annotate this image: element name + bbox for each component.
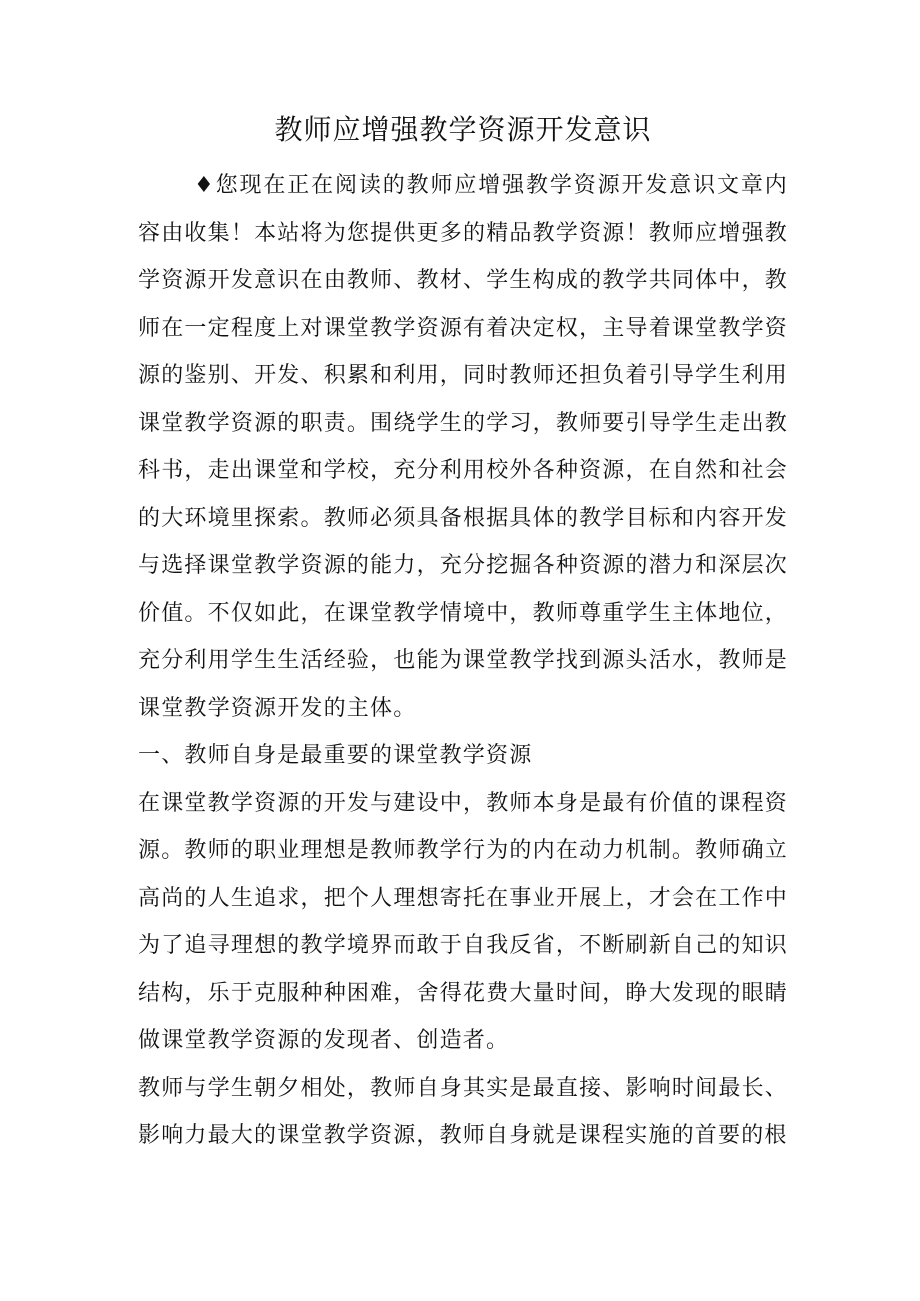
diamond-bullet-icon: ♦	[194, 173, 216, 198]
intro-paragraph	[138, 162, 788, 732]
section-paragraph-2: 教师与学生朝夕相处，教师自身其实是最直接、影响时间最长、影响力最大的课堂教学资源，教师自身就是课程实施的首要的根	[138, 1075, 788, 1148]
document-title: 教师应增强教学资源开发意识	[274, 113, 652, 146]
section-heading: 一、教师自身是最重要的课堂教学资源	[138, 743, 533, 768]
intro-text: 您现在正在阅读的教师应增强教学资源开发意识文章内容由收集！本站将为您提供更多的精品教学资源！教师应增强教学资源开发意识在由教师、教材、学生构成的教学共同体中，教师在一定程度上对课堂教学资源有着决定权，主导着课堂教学资源的鉴别、开发、积累和利用，同时教师还担负着引导学生利用课堂教学资源的职责。围绕学生的学习，教师要引导学生走出教科书，走出课堂和学校，充分利用校外各种资源，在自然和社会的大环境里探索。教师必须具备根据具体的教学目标和内容开发与选择课堂教学资源的能力，充分挖掘各种资源的潜力和深层次价值。不仅如此，在课堂教学情境中，教师尊重学生主体地位，充分利用学生生活经验，也能为课堂教学找到源头活水，教师是课堂教学资源开发的主体。	[138, 173, 788, 721]
section-paragraph-1: 在课堂教学资源的开发与建设中，教师本身是最有价值的课程资源。教师的职业理想是教师教学行为的内在动力机制。教师确立高尚的人生追求，把个人理想寄托在事业开展上，才会在工作中为了追寻理想的教学境界而敢于自我反省，不断刷新自己的知识结构，乐于克服种种困难，舍得花费大量时间，睁大发现的眼睛做课堂教学资源的发现者、创造者。	[138, 790, 788, 1053]
